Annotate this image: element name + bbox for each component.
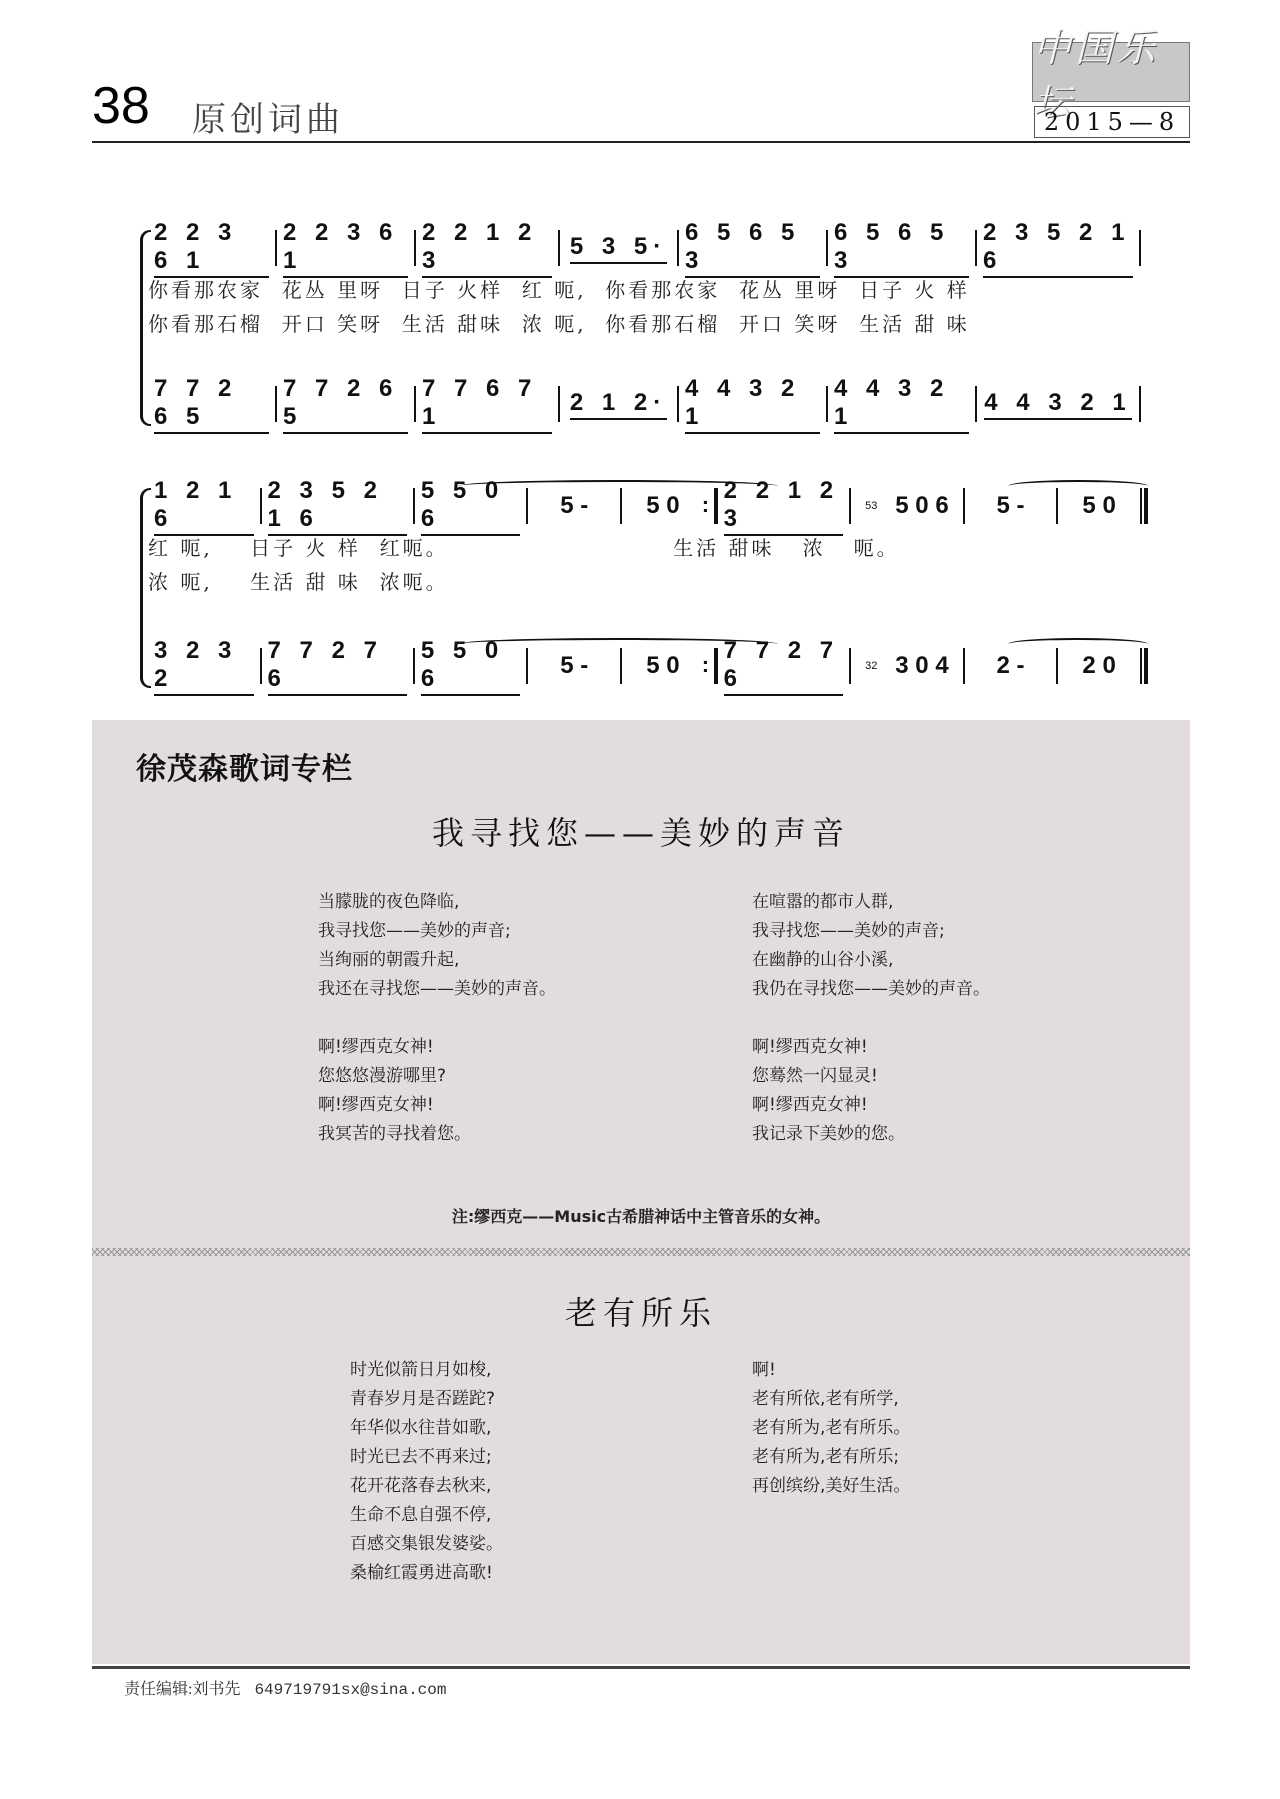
lyric-verse-2: 浓 呃, 生活 甜 味 浓呃。 [148, 570, 449, 594]
poem-2-left-stanza: 时光似箭日月如梭, 青春岁月是否蹉跎? 年华似水往昔如歌, 时光已去不再来过; 花开花落春去秋来, 生命不息自强不停, 百感交集银发婆娑。 桑榆红霞勇进高歌! [350, 1360, 503, 1583]
measure: 5 5 0 6 [415, 488, 527, 524]
bass-staff [148, 374, 1148, 430]
measure: 2 1 2· [560, 386, 677, 422]
lyric-verse-2: 你看那石榴 开口 笑呀 生活 甜味 浓 呃, 你看那石榴 开口 笑呀 生活 甜 味 [148, 312, 970, 336]
measure: 4 4 3 2 1 [828, 386, 975, 422]
measure: 5 3 5· [560, 230, 677, 266]
poem-2-right-stanza: 啊! 老有所依,老有所学, 老有所为,老有所乐。 老有所为,老有所乐; 再创缤纷,美好生活。 [752, 1360, 911, 1496]
measure: 5 - [560, 652, 589, 679]
measure: 2 2 1 2 3 [718, 488, 849, 524]
column-title: 徐茂森歌词专栏 [136, 752, 353, 787]
measure: 5 0 [646, 492, 680, 519]
editor-email: 649719791sx@sina.com [254, 1681, 447, 1699]
grace-notes: 32 [865, 660, 878, 672]
page-header [92, 26, 1190, 150]
measure: 2 3 5 2 1 6 [262, 488, 413, 524]
measure: 4 4 3 2 1 [679, 386, 826, 422]
measure: 5 0 [1082, 492, 1116, 519]
footnote: 注:缪西克——Music古希腊神话中主管音乐的女神。 [451, 1207, 831, 1226]
measure: 7 7 2 7 6 [718, 648, 849, 684]
footer [124, 1676, 446, 1699]
measure: 2 - [996, 652, 1025, 679]
zigzag-divider [92, 1248, 1190, 1256]
measure: 4 4 3 2 1 [977, 386, 1139, 422]
header-divider [92, 141, 1190, 143]
measure: 6 5 6 5 3 [828, 230, 975, 266]
barline [1139, 230, 1141, 266]
lyric-verse-1: 红 呃, 日子 火 样 红呃。 生活 甜味 浓 呃。 [148, 536, 900, 560]
measure: 2 2 1 2 3 [416, 230, 558, 266]
melody-staff [148, 218, 1148, 274]
measure: 2 2 3 6 1 [148, 230, 275, 266]
measure: 7 7 6 7 1 [416, 386, 558, 422]
measure: 2 0 [1082, 652, 1116, 679]
measure: 7 7 2 6 5 [277, 386, 414, 422]
measure: 7 7 2 7 6 [262, 648, 413, 684]
poem-1-left-stanza: 当朦胧的夜色降临, 我寻找您——美妙的声音; 当绚丽的朝霞升起, 我还在寻找您——美妙的声音。 啊!缪西克女神! 您悠悠漫游哪里? 啊!缪西克女神! 我冥苦的寻找着您。 [318, 892, 556, 1144]
measure: 2 3 5 2 1 6 [977, 230, 1139, 266]
repeat-end-barline [704, 488, 718, 524]
measure: 3 2 3 2 [148, 648, 260, 684]
measure: 5 0 [646, 652, 680, 679]
lyrics-column-panel [92, 720, 1190, 1664]
measure: 2 2 3 6 1 [277, 230, 414, 266]
barline [1139, 386, 1141, 422]
poem-2-title: 老有所乐 [564, 1294, 717, 1332]
final-barline [1140, 648, 1148, 684]
measure: 6 5 6 5 3 [679, 230, 826, 266]
measure: 5 - [996, 492, 1025, 519]
section-title: 原创词曲 [192, 100, 344, 140]
poem-1-right-stanza: 在喧嚣的都市人群, 我寻找您——美妙的声音; 在幽静的山谷小溪, 我仍在寻找您——美妙的声音。 啊!缪西克女神! 您蓦然一闪显灵! 啊!缪西克女神! 我记录下美妙的您。 [752, 892, 990, 1144]
footer-divider [92, 1666, 1190, 1669]
final-barline [1140, 488, 1148, 524]
poem-1-title: 我寻找您——美妙的声音 [431, 814, 850, 852]
issue-number: 2015—8 [1034, 106, 1190, 138]
editor-credit: 责任编辑:刘书先 [124, 1681, 241, 1698]
grace-notes: 53 [865, 500, 878, 512]
bass-staff [148, 636, 1148, 692]
measure: 32 3 0 4 [865, 652, 949, 679]
measure: 7 7 2 6 5 [148, 386, 275, 422]
measure: 5 5 0 6 [415, 648, 527, 684]
repeat-end-barline [704, 648, 718, 684]
page-number: 38 [92, 77, 150, 135]
measure: 53 5 0 6 [865, 492, 949, 519]
measure: 5 - [560, 492, 589, 519]
melody-staff [148, 476, 1148, 532]
lyric-verse-1: 你看那农家 花丛 里呀 日子 火样 红 呃, 你看那农家 花丛 里呀 日子 火 样 [148, 278, 970, 302]
magazine-logo: 中国乐坛 [1032, 42, 1190, 102]
measure: 1 2 1 6 [148, 488, 260, 524]
